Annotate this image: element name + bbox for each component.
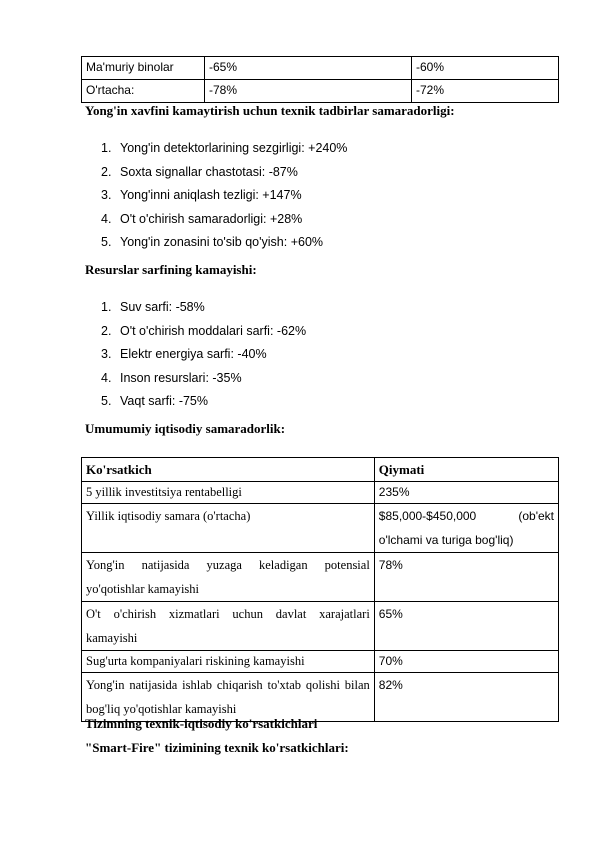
resources-list (101, 296, 306, 414)
comparison-table (81, 56, 559, 103)
table-row (82, 553, 559, 602)
table-cell: O'rtacha: (82, 80, 205, 103)
table-cell: Yong'in natijasida ishlab chiqarish to'xtab qolishi bilan bog'liq yo'qotishlar kamayishi (82, 673, 375, 722)
table-row (82, 504, 559, 553)
table-row (82, 602, 559, 651)
table-cell: $85,000-$450,000 (ob'ekt o'lchami va turiga bog'liq) (374, 504, 558, 553)
table-cell: -65% (205, 57, 412, 80)
table-cell: Sug'urta kompaniyalari riskining kamayishi (82, 651, 375, 673)
effectiveness-list (101, 137, 347, 255)
list-item: 2. Soxta signallar chastotasi: -87% (101, 164, 298, 179)
column-header: Qiymati (374, 458, 558, 482)
table-cell: O't o'chirish xizmatlari uchun davlat xarajatlari kamayishi (82, 602, 375, 651)
table-cell: -78% (205, 80, 412, 103)
section-heading-economic: Umumumiy iqtisodiy samaradorlik: (85, 421, 286, 436)
table-cell: 65% (374, 602, 558, 651)
list-item: 4. Inson resurslari: -35% (101, 370, 242, 385)
column-header: Ko'rsatkich (82, 458, 375, 482)
table-row (82, 651, 559, 673)
section-heading-resources: Resurslar sarfining kamayishi: (85, 262, 257, 277)
economic-indicators-table (81, 457, 559, 722)
table-header-row (82, 458, 559, 482)
section-heading-effectiveness: Yong'in xavfini kamaytirish uchun texnik tadbirlar samaradorligi: (85, 103, 455, 118)
table-row (82, 57, 559, 80)
list-item: 1. Suv sarfi: -58% (101, 300, 205, 314)
list-item: 5. Yong'in zonasini to'sib qo'yish: +60% (101, 235, 324, 249)
table-cell: 82% (374, 673, 558, 722)
list-item: 4. O't o'chirish samaradorligi: +28% (101, 211, 303, 226)
table-cell: Yillik iqtisodiy samara (o'rtacha) (82, 504, 375, 553)
list-item: 5. Vaqt sarfi: -75% (101, 394, 209, 408)
list-item: 1. Yong'in detektorlarining sezgirligi: +240% (101, 141, 348, 155)
section-heading-technical-economic: Tizimning texnik-iqtisodiy ko'rsatkichlari (85, 716, 318, 731)
list-item: 3. Yong'inni aniqlash tezligi: +147% (101, 188, 302, 202)
table-cell: Yong'in natijasida yuzaga keladigan potensial yo'qotishlar kamayishi (82, 553, 375, 602)
section-heading-smart-fire: "Smart-Fire" tizimining texnik ko'rsatkichlari: (85, 740, 349, 755)
table-cell: 235% (374, 482, 558, 504)
table-cell: 78% (374, 553, 558, 602)
table-cell: 70% (374, 651, 558, 673)
table-cell: 5 yillik investitsiya rentabelligi (82, 482, 375, 504)
table-cell: -72% (412, 80, 559, 103)
list-item: 2. O't o'chirish moddalari sarfi: -62% (101, 323, 307, 338)
list-item: 3. Elektr energiya sarfi: -40% (101, 347, 267, 361)
table-row (82, 673, 559, 722)
table-cell: Ma'muriy binolar (82, 57, 205, 80)
table-cell: -60% (412, 57, 559, 80)
table-row (82, 80, 559, 103)
table-row (82, 482, 559, 504)
